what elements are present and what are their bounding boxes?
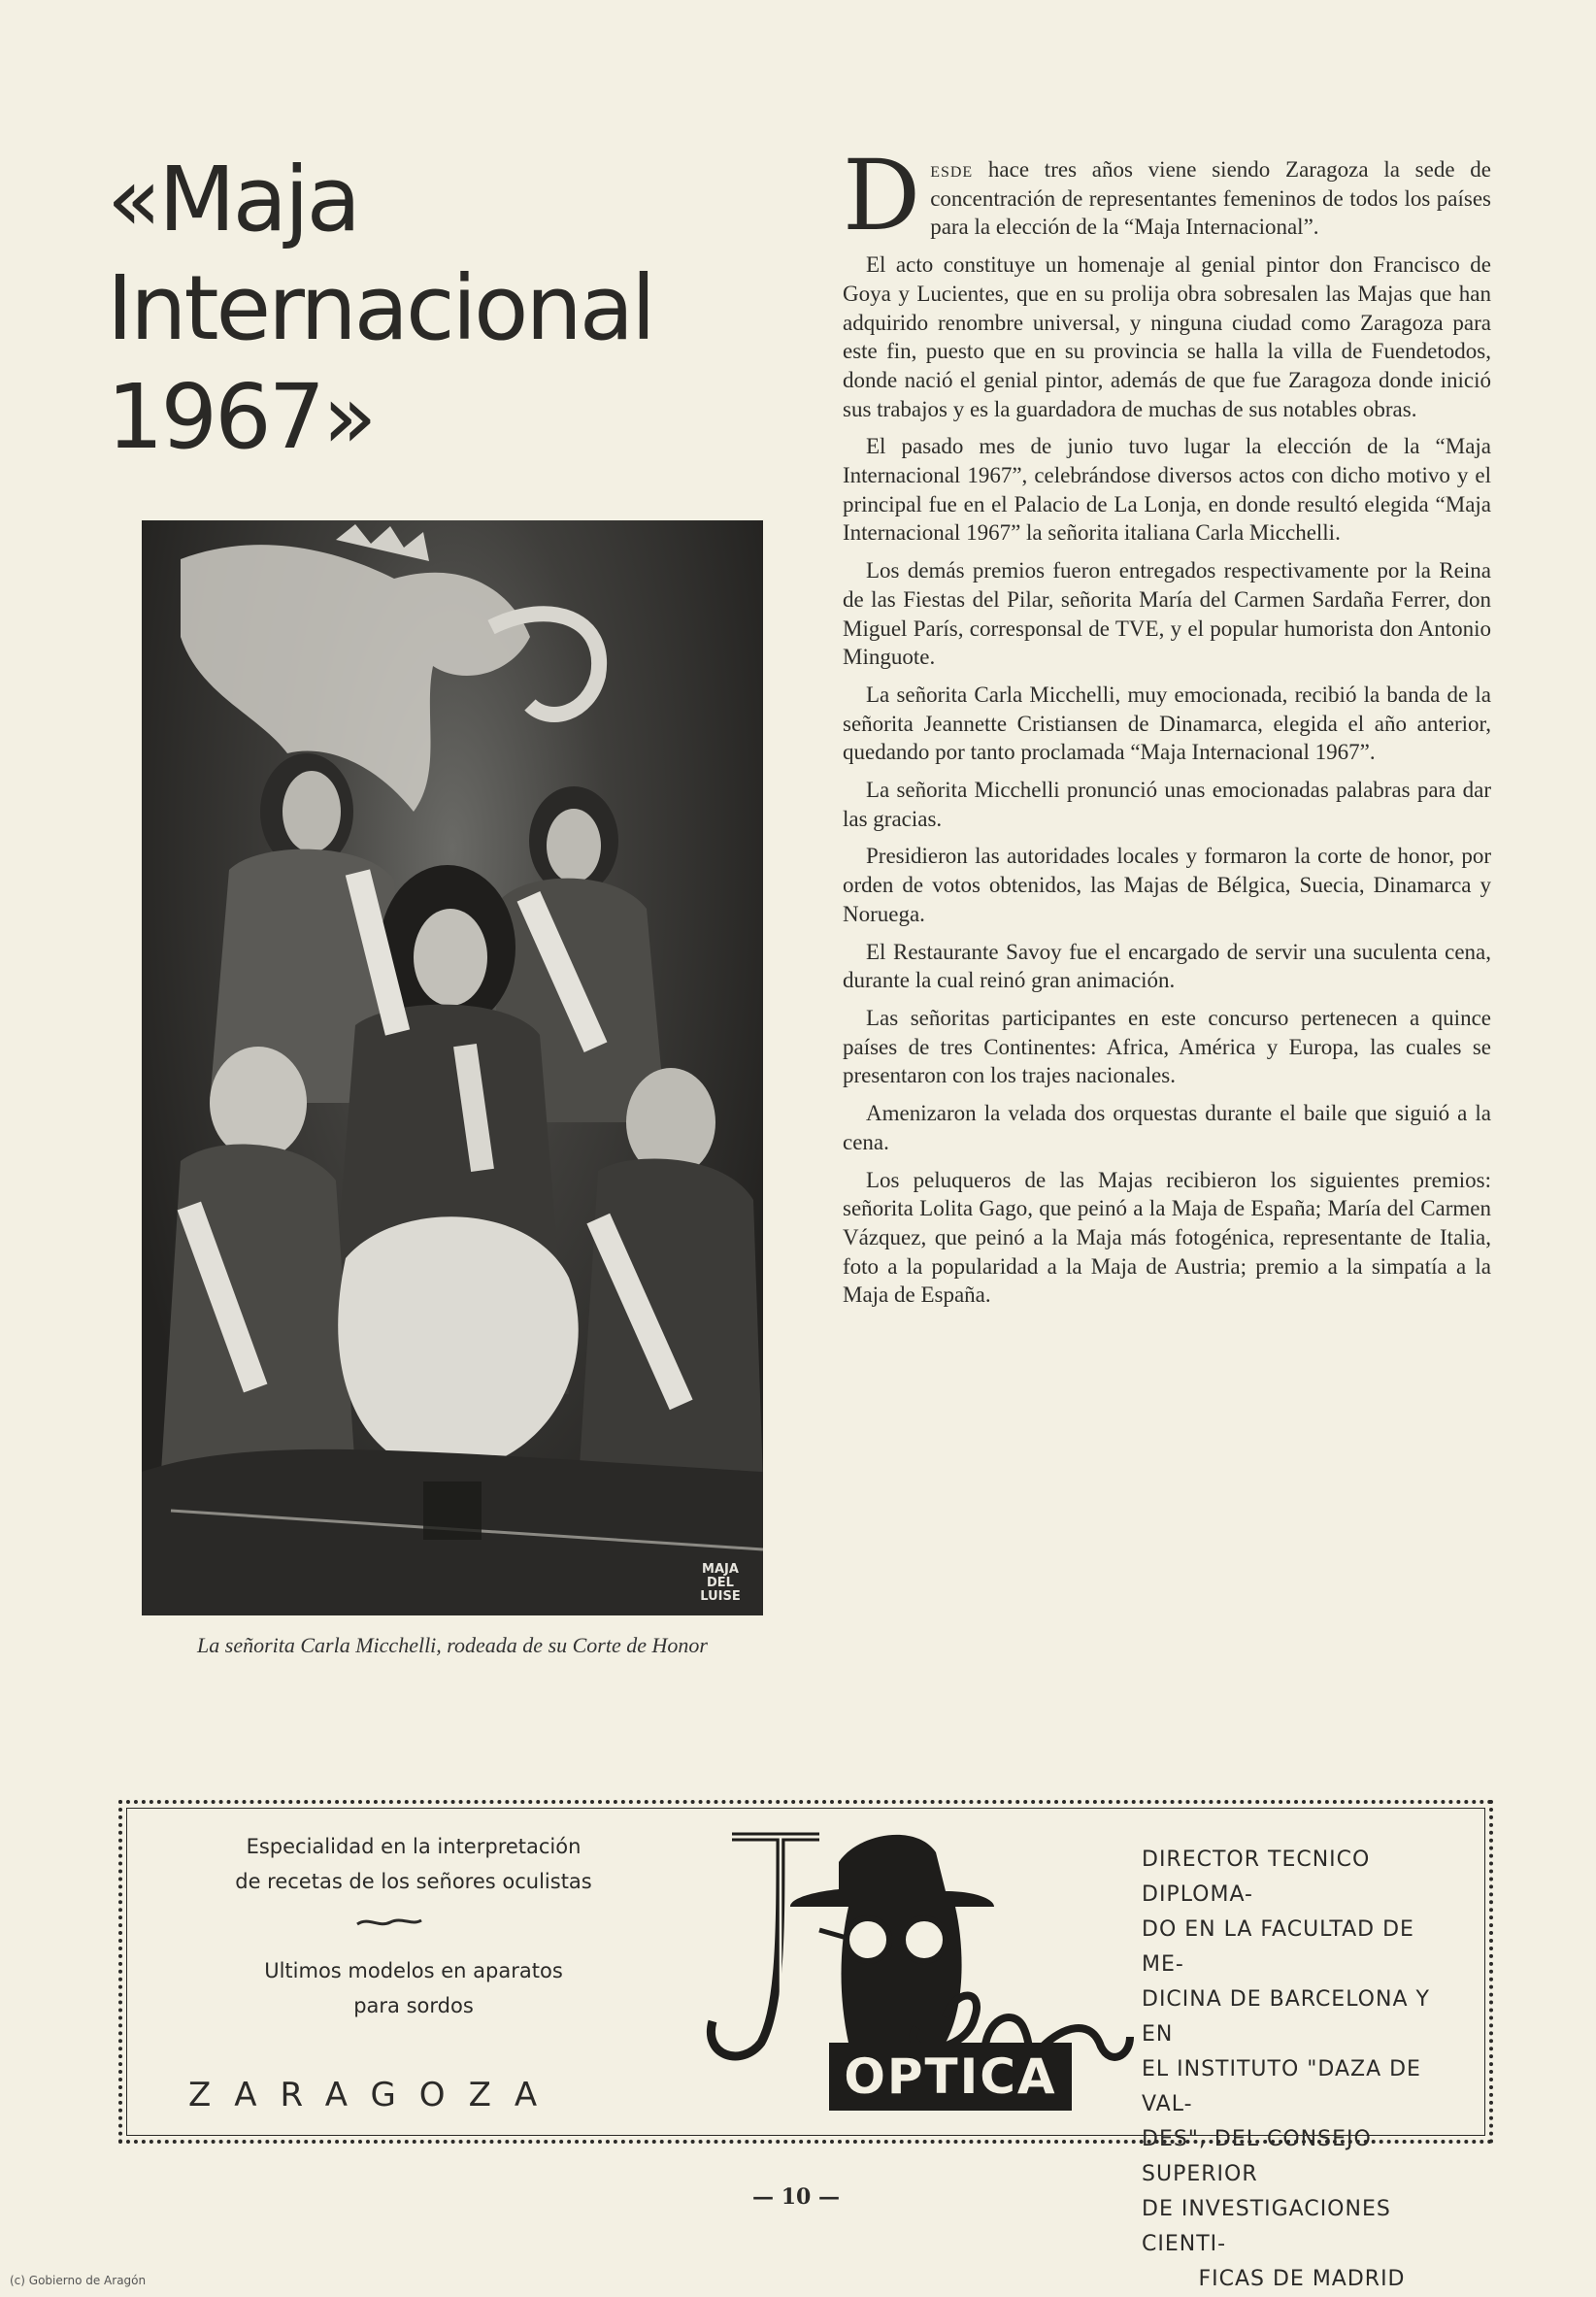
- ad-right-line: DIRECTOR TECNICO DIPLOMA-: [1142, 1848, 1371, 1907]
- article-paragraph: Presidieron las autoridades locales y formaron la corte de honor, por orden de votos obtenidos, las Majas de Bélgica, Suecia, Dinamarca y Noruega.: [843, 844, 1491, 926]
- article-paragraph: Amenizaron la velada dos orquestas durante el baile que siguió a la cena.: [843, 1101, 1491, 1154]
- page-number: — 10 —: [752, 2184, 840, 2210]
- ad-right-line: EL INSTITUTO "DAZA DE VAL-: [1142, 2057, 1421, 2116]
- article-paragraph: La señorita Carla Micchelli, muy emocionada, recibió la banda de la señorita Jeannette Cristiansen de Dinamarca, elegida el año anterior, quedando por tanto proclamada “Maja Internacional 1967”.: [843, 682, 1491, 765]
- copyright: (c) Gobierno de Aragón: [10, 2274, 147, 2287]
- headline-line-2: Internacional: [107, 256, 653, 360]
- photo-illustration: [142, 520, 763, 1615]
- photo-credit: [693, 1563, 748, 1604]
- article-paragraph: Las señoritas participantes en este concurso pertenecen a quince países de tres Continentes: Africa, América y Europa, las cuales se presentaron con los trajes nacionales.: [843, 1005, 1491, 1088]
- article-body: [843, 139, 1491, 1318]
- optica-logo: [674, 1814, 1140, 2130]
- ad-right-line: DE INVESTIGACIONES CIENTI-: [1142, 2197, 1391, 2256]
- photo-caption: La señorita Carla Micchelli, rodeada de su Corte de Honor: [197, 1633, 708, 1657]
- ad-line-prescriptions: de recetas de los señores oculistas: [235, 1870, 592, 1893]
- ad-line-specialty: Especialidad en la interpretación: [246, 1835, 582, 1858]
- ad-right-line: DO EN LA FACULTAD DE ME-: [1142, 1917, 1414, 1977]
- article-paragraph: [843, 139, 1491, 252]
- ad-right-line: DICINA DE BARCELONA Y EN: [1142, 1987, 1430, 2047]
- article-paragraph: Los demás premios fueron entregados respectivamente por la Reina de las Fiestas del Pilar, señorita María del Carmen Sardaña Ferrer, don Miguel París, corresponsal de TVE, y el popular humorista don Antonio Minguote.: [843, 558, 1491, 670]
- photo-credit-line-2: DEL LUISE: [700, 1576, 741, 1604]
- paragraph-1-rest: hace tres años viene siendo Zaragoza la sede de concentración de representantes femeninos de todos los países para la elección de la “Maja Internacional”.: [930, 157, 1491, 240]
- ad-right-text: [1142, 1843, 1462, 2297]
- ad-right-line: DES", DEL CONSEJO SUPERIOR: [1142, 2127, 1372, 2186]
- article-paragraph: La señorita Micchelli pronunció unas emocionadas palabras para dar las gracias.: [843, 778, 1491, 831]
- headline: [107, 146, 653, 472]
- headline-line-1: «Maja: [107, 148, 358, 251]
- photo-credit-line-1: MAJA: [702, 1562, 739, 1577]
- article-paragraph: El Restaurante Savoy fue el encargado de servir una suculenta cena, durante la cual reinó gran animación.: [843, 939, 1491, 993]
- dropcap: D: [843, 139, 921, 252]
- ad-line-hearing: para sordos: [353, 1994, 474, 2017]
- headline-line-3: 1967»: [107, 365, 375, 469]
- article-paragraph: El pasado mes de junio tuvo lugar la elección de la “Maja Internacional 1967”, celebrándose diversos actos con dicho motivo y el principal fue en el Palacio de La Lonja, en donde resultó elegida “Maja Internacional 1967” la señorita italiana Carla Micchelli.: [843, 434, 1491, 546]
- ornament-tilde-icon: [355, 1916, 423, 1928]
- article-paragraph: El acto constituye un homenaje al genial pintor don Francisco de Goya y Lucientes, que en su prolija obra sobresalen las Majas que han adquirido renombre universal, y ninguna ciudad como Zaragoza para este fin, puesto que en su provincia se halla la villa de Fuendetodos, donde nació el genial pintor, además de que fue Zaragoza donde inició sus trabajos y es la guardadora de muchas de sus notables obras.: [843, 252, 1491, 421]
- ad-line-models: Ultimos modelos en aparatos: [264, 1959, 563, 1982]
- ad-city: ZARAGOZA: [188, 2076, 561, 2114]
- optica-label: OPTICA: [829, 2043, 1072, 2111]
- lead-smallcaps: esde: [930, 157, 974, 182]
- article-paragraph: Los peluqueros de las Majas recibieron los siguientes premios: señorita Lolita Gago, que peinó a la Maja de España; María del Carmen Vázquez, que peinó a la Maja más fotogénica, representante de Italia, foto a la popularidad a la Maja de Austria; premio a la simpatía a la Maja de España.: [843, 1167, 1491, 1308]
- ad-right-line: FICAS DE MADRID: [1198, 2267, 1406, 2291]
- photo-maja-court: [142, 520, 763, 1615]
